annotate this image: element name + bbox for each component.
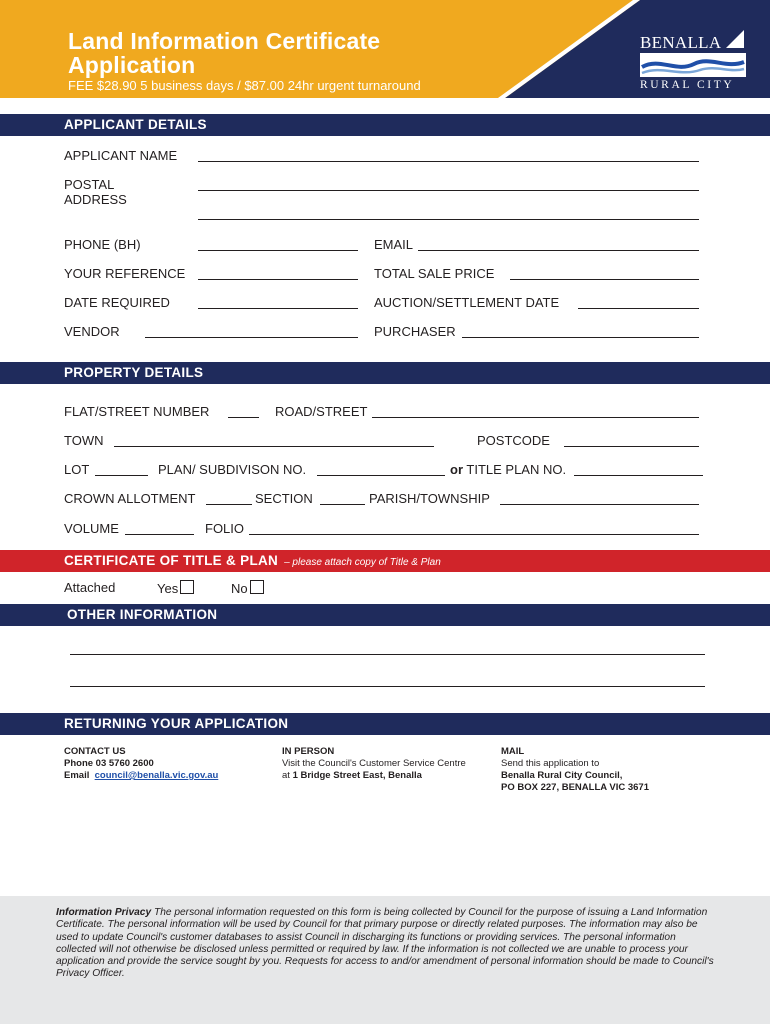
crown-allotment-field[interactable] [206,504,252,505]
phone-label: PHONE (BH) [64,237,141,252]
flat-street-number-field[interactable] [228,417,259,418]
title-plan-label [450,462,566,477]
purchaser-label: PURCHASER [374,324,456,339]
privacy-statement [56,907,718,981]
in-person-line1: Visit the Council's Customer Service Centre [282,758,466,769]
benalla-logo [636,28,748,94]
section-label: SECTION [255,491,313,506]
or-label: or [450,462,463,477]
in-person-column [282,746,492,782]
plan-subdivision-label: PLAN/ SUBDIVISON NO. [158,462,307,477]
logo-text-benalla: BENALLA [640,33,722,52]
plan-subdivision-field[interactable] [317,475,445,476]
contact-phone: Phone 03 5760 2600 [64,758,154,769]
lot-label: LOT [64,462,90,477]
logo-wave-icon [640,53,746,77]
address-label: ADDRESS [64,192,127,207]
logo-text-rural-city: RURAL CITY [640,79,735,91]
contact-email-label: Email [64,770,90,781]
road-street-field[interactable] [372,417,699,418]
applicant-name-label: APPLICANT NAME [64,148,178,163]
contact-email-row [64,770,264,782]
date-required-field[interactable] [198,308,358,309]
in-person-address: 1 Bridge Street East, Benalla [292,770,422,781]
volume-field[interactable] [125,534,194,535]
no-option[interactable] [231,580,264,596]
yes-option[interactable] [157,580,194,596]
yes-label: Yes [157,581,179,596]
volume-label: VOLUME [64,521,119,536]
parish-township-label: PARISH/TOWNSHIP [369,491,490,506]
total-sale-price-label: TOTAL SALE PRICE [374,266,495,281]
other-information-field-line1[interactable] [70,654,705,655]
contact-email-link[interactable]: council@benalla.vic.gov.au [94,770,219,781]
title-plan-text: TITLE PLAN NO. [466,462,567,477]
mail-line3: PO BOX 227, BENALLA VIC 3671 [501,782,650,793]
crown-allotment-label: CROWN ALLOTMENT [64,491,196,506]
applicant-details-heading: APPLICANT DETAILS [0,114,770,136]
auction-settlement-date-field[interactable] [578,308,699,309]
postcode-field[interactable] [564,446,699,447]
mail-heading: MAIL [501,746,525,757]
in-person-heading: IN PERSON [282,746,335,757]
in-person-at: at [282,770,290,781]
folio-label: FOLIO [205,521,245,536]
no-label: No [231,581,248,596]
postcode-label: POSTCODE [477,433,550,448]
returning-application-heading: RETURNING YOUR APPLICATION [0,713,770,735]
postal-address-field-line1[interactable] [198,190,699,191]
road-street-label: ROAD/STREET [275,404,368,419]
date-required-label: DATE REQUIRED [64,295,170,310]
vendor-field[interactable] [145,337,358,338]
postal-address-field-line2[interactable] [198,219,699,220]
contact-us-heading: CONTACT US [64,746,126,757]
property-details-heading: PROPERTY DETAILS [0,362,770,384]
other-information-heading: OTHER INFORMATION [0,604,770,626]
lot-field[interactable] [95,475,148,476]
privacy-text: The personal information requested on this form is being collected by Council for the purpose of issuing a Land Information Certificate. The personal information will be used by Council for that primary purpose or directly related purposes. The information may also be used to update Council's customer databases to assist Council in discharging its functions or providing services. The personal information collected will not otherwise be disclosed unless permitted or required by law. If the information is not collected we are unable to process your application and provide the service sought by you. Requests for access to and/or amendment of personal information should be made to Council's Privacy Officer. [56,907,714,980]
certificate-heading-text: CERTIFICATE OF TITLE & PLAN [64,553,279,568]
total-sale-price-field[interactable] [510,279,699,280]
your-reference-label: YOUR REFERENCE [64,266,186,281]
town-field[interactable] [114,446,434,447]
no-checkbox[interactable] [250,580,264,594]
email-label: EMAIL [374,237,414,252]
in-person-address-row [282,770,492,782]
certificate-note: – please attach copy of Title & Plan [284,557,441,568]
other-information-field-line2[interactable] [70,686,705,687]
title-plan-field[interactable] [574,475,703,476]
applicant-name-field[interactable] [198,161,699,162]
email-field[interactable] [418,250,699,251]
privacy-label: Information Privacy [56,907,152,918]
form-title: Land Information Certificate [68,28,381,54]
mail-line1: Send this application to [501,758,600,769]
parish-township-field[interactable] [500,504,699,505]
attached-label: Attached [64,580,116,595]
mail-column [501,746,711,794]
yes-checkbox[interactable] [180,580,194,594]
fee-text: FEE $28.90 5 business days / $87.00 24hr urgent turnaround [68,78,421,93]
postal-label: POSTAL [64,177,115,192]
mail-line2: Benalla Rural City Council, [501,770,623,781]
form-title-line2: Application [68,52,196,78]
auction-settlement-date-label: AUCTION/SETTLEMENT DATE [374,295,560,310]
certificate-of-title-heading [0,550,770,572]
contact-us-column [64,746,264,782]
section-field[interactable] [320,504,365,505]
folio-field[interactable] [249,534,699,535]
flat-street-number-label: FLAT/STREET NUMBER [64,404,210,419]
your-reference-field[interactable] [198,279,358,280]
town-label: TOWN [64,433,104,448]
phone-field[interactable] [198,250,358,251]
logo-triangle-icon [724,28,746,50]
purchaser-field[interactable] [462,337,699,338]
vendor-label: VENDOR [64,324,120,339]
